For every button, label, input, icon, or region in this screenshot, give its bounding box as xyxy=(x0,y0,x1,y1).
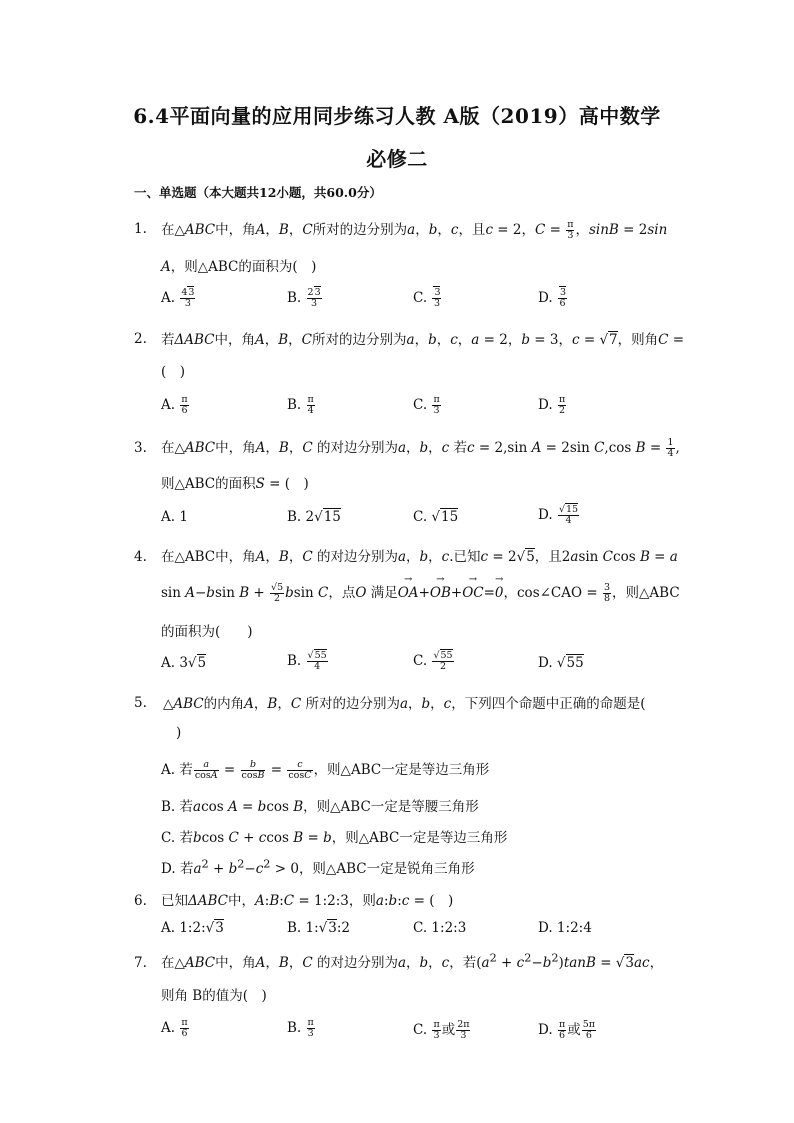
question-text: 已知ΔABC中，A:B:C = 1:2:3，则a:b:c = ( ) xyxy=(161,893,454,909)
question-text: 在△ABC中，角A，B，C 的对边分别为a，b，c，若$(a^2 + c^2-b^2)\tan B = √3ac$， xyxy=(161,951,664,971)
option-b[interactable]: B. 2√15 xyxy=(287,509,341,525)
option-c[interactable]: C. 若bcos C + ccos B = b，则△ABC一定是等边三角形 xyxy=(161,830,508,846)
question-number: 2. xyxy=(134,331,147,347)
option-a[interactable]: A. 1:2:√3 xyxy=(161,920,224,936)
question-text-line2: 则△ABC的面积S = ( ) xyxy=(161,476,309,492)
question-text-line2: 则角 B的值为( ) xyxy=(161,988,267,1004)
option-c[interactable]: C. $\frac{3}{3}$ xyxy=(413,287,441,309)
question-text: 在△ABC中，角A，B，C 的对边分别为a，b，c 若c = 2,sin A = 2sin C,cos B = $\frac{1}{4}$ , xyxy=(161,437,680,459)
question-number: 4. xyxy=(134,549,147,565)
option-a[interactable]: A. 1 xyxy=(161,509,188,525)
option-c[interactable]: C. $\frac{√55}{2}$ xyxy=(413,650,453,672)
question-text: 若ΔABC中，角A，B，C所对的边分别为a，b，c，a = 2，b = 3，c = √7，则角C = xyxy=(161,332,685,348)
question-text: △ABC的内角A，B，C 所对的边分别为a，b，c，下列四个命题中正确的命题是( xyxy=(163,696,646,712)
question-text-line2: ( ) xyxy=(161,364,186,380)
question-text-line2: A，则△ABC的面积为( ) xyxy=(161,259,317,275)
option-d[interactable]: D. $\frac{\pi}{6}$ 或 $\frac{5\pi}{6}$ xyxy=(538,1019,595,1041)
option-a[interactable]: A. 若 $\frac{a}{\cos A}$ = $\frac{b}{\cos B}$ = $\frac{c}{\cos C}$ ，则△ABC一定是等边三角形 xyxy=(161,759,490,781)
question-text-line2: sin A−bsin B + $\frac{√5}{2}$ bsin C，点O 满足→ OA+→ OB+→ OC=→ 0，cos∠CAO = $\frac{3}{8}$ ，则△ABC xyxy=(161,581,680,604)
option-d[interactable]: D. 若$a^2 + b^2-c^2 > 0$，则△ABC一定是锐角三角形 xyxy=(161,857,475,877)
option-a[interactable]: A. 3√5 xyxy=(161,655,207,671)
question-text-line3: 的面积为( ) xyxy=(161,624,253,640)
question-number: 6. xyxy=(134,893,147,909)
question-text: 在△ABC中，角A，B，C所对的边分别为a，b，c，且c = 2，C = $\frac{\pi}{3}$ ，sinB = 2sin xyxy=(161,219,668,241)
option-d[interactable]: D. $\frac{\pi}{2}$ xyxy=(538,394,566,416)
option-b[interactable]: B. 若acos A = bcos B，则△ABC一定是等腰三角形 xyxy=(161,799,479,815)
question-number: 1. xyxy=(134,221,147,237)
page-title-line2: 必修二 xyxy=(366,147,428,171)
option-d[interactable]: D. 1:2:4 xyxy=(538,920,592,936)
option-b[interactable]: B. $\frac{√55}{4}$ xyxy=(287,650,327,672)
option-c[interactable]: C. √15 xyxy=(413,509,459,525)
question-text: 在△ABC中，角A，B，C 的对边分别为a，b，c.已知c = 2√5，且2asin Ccos B = a xyxy=(161,549,678,565)
question-number: 5. xyxy=(134,695,147,711)
option-b[interactable]: B. 1:√3:2 xyxy=(287,920,350,936)
option-b[interactable]: B. $\frac{\pi}{3}$ xyxy=(287,1017,314,1039)
option-a[interactable]: A. $\frac{43}{3}$ xyxy=(161,287,195,309)
option-d[interactable]: D. $\frac{√15}{4}$ xyxy=(538,504,579,526)
page-title-line1: 6.4平面向量的应用同步练习人教 A版（2019）高中数学 xyxy=(133,104,661,128)
option-a[interactable]: A. $\frac{\pi}{6}$ xyxy=(161,1017,188,1039)
option-c[interactable]: C. $\frac{\pi}{3}$ xyxy=(413,394,440,416)
option-a[interactable]: A. $\frac{\pi}{6}$ xyxy=(161,394,188,416)
question-text-line2: ) xyxy=(176,725,182,741)
question-number: 7. xyxy=(134,955,147,971)
option-b[interactable]: B. $\frac{\pi}{4}$ xyxy=(287,394,314,416)
option-c[interactable]: C. $\frac{\pi}{3}$ 或 $\frac{2\pi}{3}$ xyxy=(413,1019,470,1041)
option-d[interactable]: D. √55 xyxy=(538,655,584,671)
option-c[interactable]: C. 1:2:3 xyxy=(413,920,467,936)
option-b[interactable]: B. $\frac{23}{3}$ xyxy=(287,287,321,309)
question-number: 3. xyxy=(134,440,147,456)
option-d[interactable]: D. $\frac{3}{6}$ xyxy=(538,287,566,309)
section-heading: 一、单选题（本大题共12小题，共60.0分） xyxy=(134,185,382,200)
